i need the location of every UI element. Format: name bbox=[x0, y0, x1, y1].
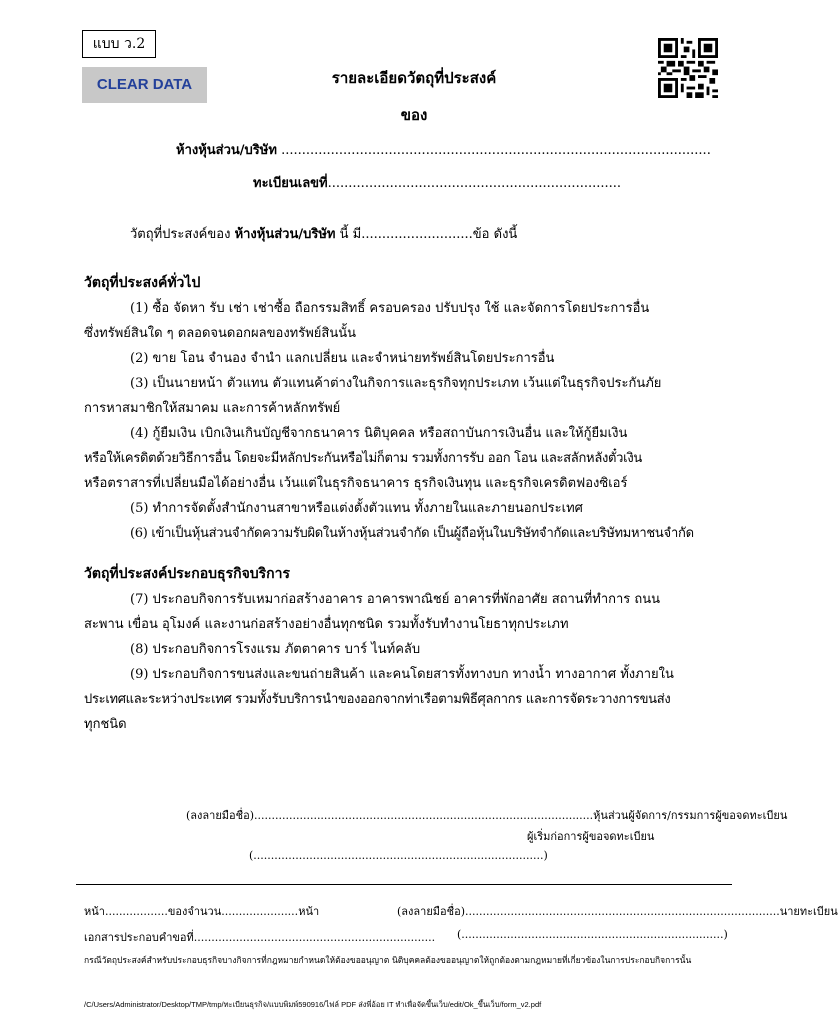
intro-suffix: ข้อ ดังนี้ bbox=[472, 227, 518, 242]
registration-label: ทะเบียนเลขที่ bbox=[253, 176, 328, 191]
page-label: หน้า bbox=[84, 905, 105, 918]
signature-label: (ลงลายมือชื่อ) bbox=[186, 809, 254, 822]
footer-divider bbox=[76, 884, 732, 885]
business-line-1: (7) ประกอบกิจการรับเหมาก่อสร้างอาคาร อาคารพาณิชย์ อาคารที่พักอาศัย สถานที่ทำการ ถนน bbox=[130, 592, 661, 607]
page-number-field[interactable]: .................. bbox=[104, 905, 168, 918]
company-name-line bbox=[176, 139, 711, 160]
document-title: รายละเอียดวัตถุที่ประสงค์ bbox=[331, 69, 497, 87]
footer-page-line bbox=[84, 902, 319, 920]
general-line-3: (2) ขาย โอน จำนอง จำนำ แลกเปลี่ยน และจำหน่ายทรัพย์สินโดยประการอื่น bbox=[130, 351, 555, 366]
clause-count-field[interactable]: ........................... bbox=[361, 227, 473, 242]
document-ref-line bbox=[84, 928, 435, 946]
business-line-6: ทุกชนิด bbox=[84, 717, 127, 732]
registrar-sign-line bbox=[397, 902, 838, 920]
business-line-3: (8) ประกอบกิจการโรงแรม ภัตตาคาร บาร์ ไนท์คลับ bbox=[130, 642, 421, 657]
general-line-2: ซึ่งทรัพย์สินใด ๆ ตลอดจนดอกผลของทรัพย์สินนั้น bbox=[84, 326, 357, 341]
document-subtitle: ของ bbox=[400, 106, 428, 124]
file-path: /C/Users/Administrator/Desktop/TMP/tmp/ทะเบียนธุรกิจ/แบบพิมพ์590916/ไฟล์ PDF ส่งพี่อ้อย IT ทำเพื่อจัดขึ้นเว็บ/edit/Ok_ขึ้นเว็บ/form_v2.pdf bbox=[84, 1000, 542, 1009]
signature-field[interactable]: ................................................................................................. bbox=[254, 809, 594, 822]
intro-prefix: วัตถุที่ประสงค์ของ bbox=[130, 227, 231, 242]
page-suffix: หน้า bbox=[298, 905, 320, 918]
general-line-10: (6) เข้าเป็นหุ้นส่วนจำกัดความรับผิดในห้างหุ้นส่วนจำกัด เป็นผู้ถือหุ้นในบริษัทจำกัดและบริษัทมหาชนจำกัด bbox=[130, 526, 694, 541]
business-line-5: ประเทศและระหว่างประเทศ รวมทั้งรับบริการนำของออกจากท่าเรือตามพิธีศุลกากร และการจัดระวางการขนส่ง bbox=[84, 692, 671, 707]
business-line-4: (9) ประกอบกิจการขนส่งและขนถ่ายสินค้า และคนโดยสารทั้งทางบก ทางน้ำ ทางอากาศ ทั้งภายใน bbox=[130, 667, 674, 682]
company-name-label: ห้างหุ้นส่วน/บริษัท bbox=[176, 143, 277, 158]
page-total-field[interactable]: ...................... bbox=[221, 905, 299, 918]
business-objectives-heading: วัตถุที่ประสงค์ประกอบธุรกิจบริการ bbox=[84, 566, 291, 582]
intro-line bbox=[130, 223, 517, 244]
signature-role-2: ผู้เริ่มก่อการผู้ขอจดทะเบียน bbox=[527, 830, 655, 843]
general-line-9: (5) ทำการจัดตั้งสำนักงานสาขาหรือแต่งตั้งตัวแทน ทั้งภายในและภายนอกประเทศ bbox=[130, 501, 583, 516]
registration-line bbox=[253, 172, 621, 193]
registrar-label: นายทะเบียน bbox=[779, 905, 838, 918]
page-of-label: ของจำนวน bbox=[167, 905, 222, 918]
clear-data-button[interactable]: CLEAR DATA bbox=[82, 67, 207, 103]
general-line-8: หรือตราสารที่เปลี่ยนมือได้อย่างอื่น เว้นแต่ในธุรกิจธนาคาร ธุรกิจเงินทุน และธุรกิจเครดิตฟองซิเอร์ bbox=[84, 476, 628, 491]
registrar-sign-field[interactable]: .......................................................................................... bbox=[465, 905, 780, 918]
signature-line bbox=[186, 806, 787, 824]
form-code-box: แบบ ว.2 bbox=[82, 30, 156, 58]
general-line-7: หรือให้เครดิตด้วยวิธีการอื่น โดยจะมีหลักประกันหรือไม่ก็ตาม รวมทั้งการรับ ออก โอน และสลักหลังตั๋วเงิน bbox=[84, 451, 642, 466]
business-line-2: สะพาน เขื่อน อุโมงค์ และงานก่อสร้างอย่างอื่นทุกชนิด รวมทั้งรับทำงานโยธาทุกประเภท bbox=[84, 617, 569, 632]
intro-mid: นี้ มี bbox=[339, 227, 362, 242]
general-line-6: (4) กู้ยืมเงิน เบิกเงินเกินบัญชีจากธนาคาร นิติบุคคล หรือสถาบันการเงินอื่น และให้กู้ยืมเงิน bbox=[130, 426, 628, 441]
registration-field[interactable]: ....................................................................... bbox=[327, 176, 622, 191]
document-ref-label: เอกสารประกอบคำขอที่ bbox=[84, 931, 194, 944]
general-line-1: (1) ซื้อ จัดหา รับ เช่า เช่าซื้อ ถือกรรมสิทธิ์ ครอบครอง ปรับปรุง ใช้ และจัดการโดยประการอื่น bbox=[130, 301, 650, 316]
signature-role-1: หุ้นส่วนผู้จัดการ/กรรมการผู้ขอจดทะเบียน bbox=[593, 809, 788, 822]
general-line-5: การหาสมาชิกให้สมาคม และการค้าหลักทรัพย์ bbox=[84, 401, 341, 416]
signature-name-field[interactable]: (...................................................................................) bbox=[249, 849, 548, 862]
company-name-field[interactable]: ........................................................................................................ bbox=[281, 143, 711, 158]
general-line-4: (3) เป็นนายหน้า ตัวแทน ตัวแทนค้าต่างในกิจการและธุรกิจทุกประเภท เว้นแต่ในธุรกิจประกันภัย bbox=[130, 376, 662, 391]
footer-note: กรณีวัตถุประสงค์สำหรับประกอบธุรกิจบางกิจการที่กฎหมายกำหนดให้ต้องขออนุญาต นิติบุคคลต้องขออนุญาตให้ถูกต้องตามกฎหมายที่เกี่ยวข้องในการประกอบกิจการนั้น bbox=[84, 956, 692, 966]
registrar-name-field[interactable]: (...........................................................................) bbox=[457, 928, 728, 941]
intro-entity: ห้างหุ้นส่วน/บริษัท bbox=[234, 227, 336, 242]
general-objectives-heading: วัตถุที่ประสงค์ทั่วไป bbox=[84, 275, 201, 291]
document-ref-field[interactable]: ..................................................................... bbox=[193, 931, 436, 944]
registrar-sign-label: (ลงลายมือชื่อ) bbox=[397, 905, 465, 918]
